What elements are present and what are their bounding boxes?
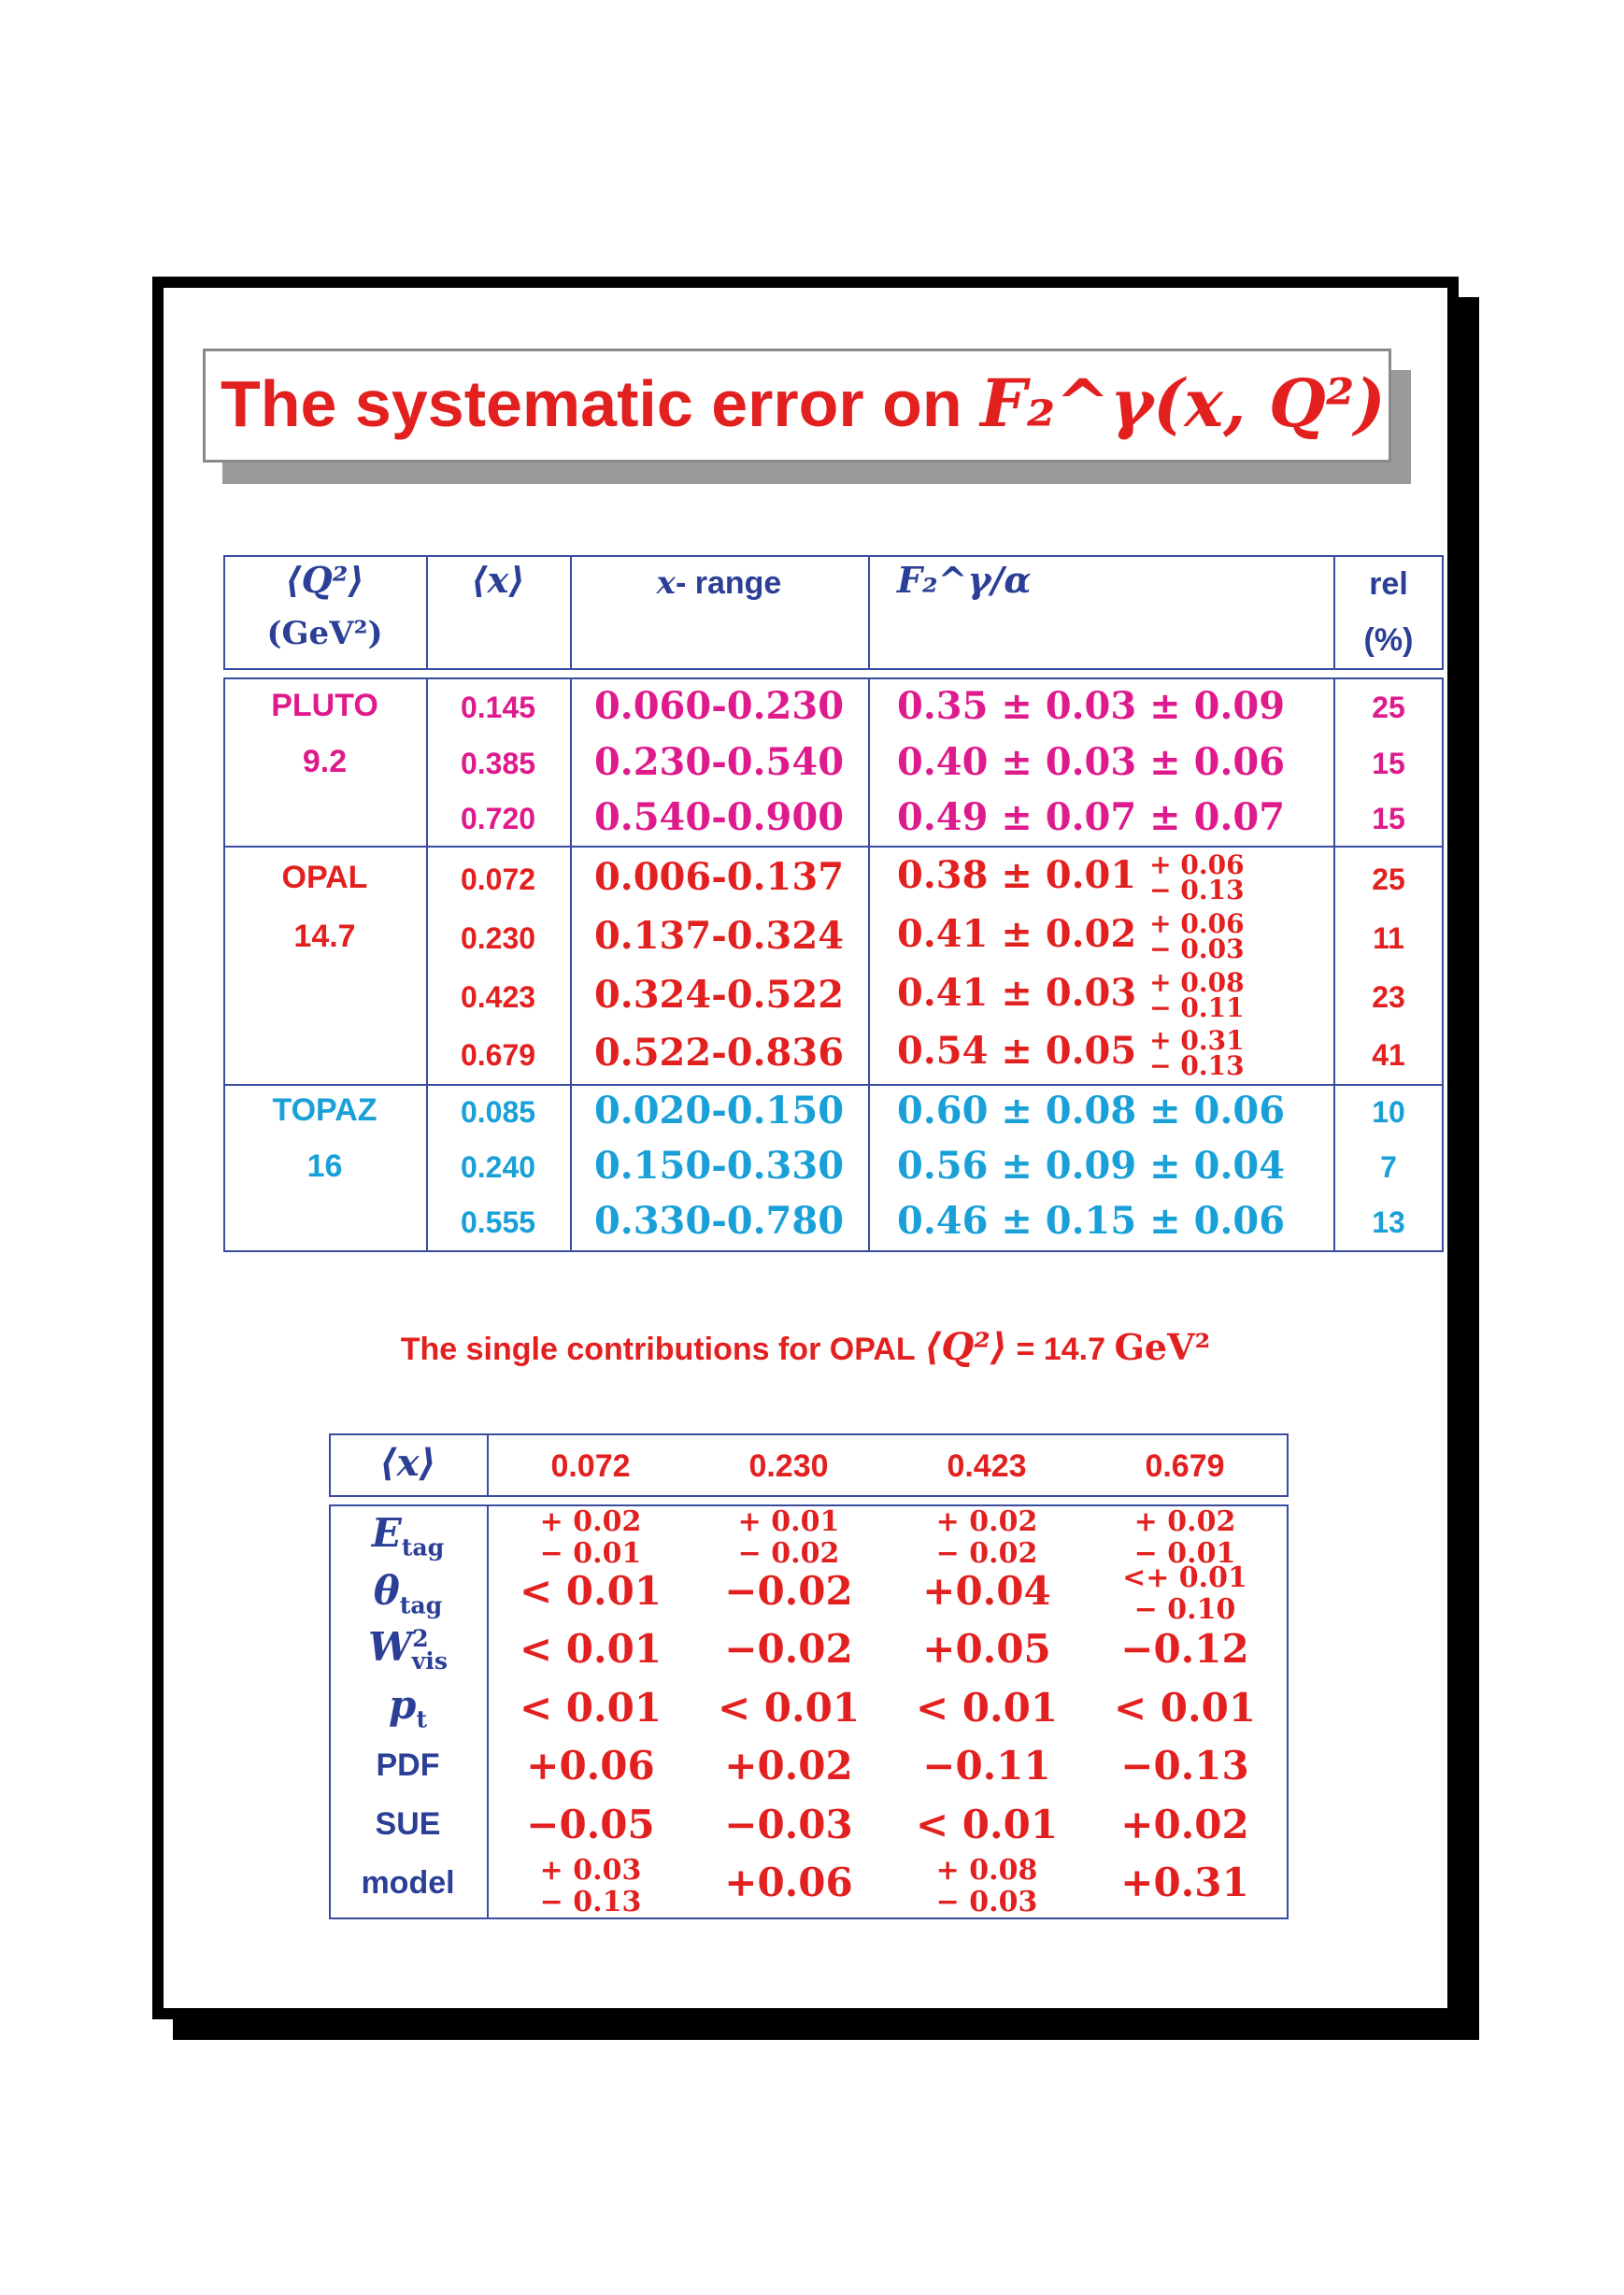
table-cell: −0.13 <box>1120 1743 1249 1789</box>
table-cell: +0.06 <box>526 1743 655 1789</box>
x-range-value: 0.006-0.137 <box>593 855 845 899</box>
x-value: 0.230 <box>460 921 536 955</box>
x-range-value: 0.020-0.150 <box>593 1089 845 1133</box>
x-range-value: 0.230-0.540 <box>593 740 845 784</box>
x-value: 0.145 <box>460 691 536 724</box>
table-cell: +0.02 <box>724 1743 853 1789</box>
table-cell: −0.11 <box>922 1743 1051 1789</box>
rel-value: 41 <box>1372 1038 1405 1072</box>
x-range-value: 0.137-0.324 <box>593 914 845 958</box>
header-x-range <box>570 564 868 602</box>
subtitle-q2: ⟨Q²⟩ <box>924 1325 1008 1369</box>
table-cell: −0.03 <box>724 1802 853 1847</box>
table-cell: < 0.01 <box>519 1685 662 1731</box>
x-value: 0.085 <box>460 1095 536 1129</box>
table-cell: −0.05 <box>526 1802 655 1847</box>
group-q2-opal: 14.7 <box>293 919 356 954</box>
row-label-theta-tag: $\theta_{tag}$ <box>373 1568 443 1619</box>
table-cell: +0.06 <box>724 1860 853 1905</box>
subtitle-unit: GeV² <box>1114 1326 1211 1368</box>
table-cell: + 0.03 − 0.13 <box>539 1854 642 1918</box>
table-cell: < 0.01 <box>717 1685 861 1731</box>
x-range-value: 0.060-0.230 <box>593 684 845 728</box>
header-q2-unit: (GeV²) <box>266 615 383 652</box>
rel-value: 10 <box>1372 1095 1405 1129</box>
x-value: 0.240 <box>460 1150 536 1184</box>
title-formula: F₂^γ(x, Q²) <box>980 364 1386 442</box>
x-range-value: 0.522-0.836 <box>593 1031 845 1075</box>
table-cell: + 0.08 − 0.03 <box>935 1854 1038 1918</box>
row-label-pt: $p_t$ <box>388 1682 427 1733</box>
group-q2-pluto: 9.2 <box>302 744 348 779</box>
f2-value: 0.49 ± 0.07 ± 0.07 <box>897 795 1286 839</box>
x-range-value: 0.324-0.522 <box>593 973 845 1017</box>
header-rel-unit: (%) <box>1363 622 1414 658</box>
group-q2-topaz: 16 <box>306 1148 343 1184</box>
row-label-sue: SUE <box>375 1806 441 1842</box>
x-range-value: 0.540-0.900 <box>593 795 845 839</box>
title-box <box>203 349 1391 463</box>
f2-value: 0.40 ± 0.03 ± 0.06 <box>897 740 1286 784</box>
table-cell: + 0.02 − 0.02 <box>935 1505 1038 1570</box>
x-value: 0.423 <box>460 980 536 1014</box>
subtitle <box>152 1325 1459 1369</box>
f2-value: 0.35 ± 0.03 ± 0.09 <box>897 684 1286 728</box>
x-value: 0.555 <box>460 1205 536 1239</box>
table-cell: +0.04 <box>922 1568 1051 1614</box>
row-label-etag: $E_{tag}$ <box>371 1510 445 1561</box>
header-f2: F₂^γ/α <box>897 559 1032 601</box>
f2-value: 0.41 ± 0.03 + 0.08 − 0.11 <box>897 967 1245 1023</box>
table-cell: + 0.02 − 0.01 <box>1133 1505 1236 1570</box>
table-cell: <+ 0.01 − 0.10 <box>1122 1561 1247 1626</box>
f2-value: 0.38 ± 0.01 + 0.06 − 0.13 <box>897 849 1245 905</box>
table-cell: −0.02 <box>724 1626 853 1672</box>
group-label-topaz: TOPAZ <box>272 1092 378 1128</box>
subtitle-value: = 14.7 <box>1016 1332 1106 1367</box>
table-cell: +0.31 <box>1120 1860 1249 1905</box>
header-x-range-var: x <box>656 564 676 602</box>
title-text: The systematic error on <box>221 367 962 440</box>
table-cell: +0.05 <box>922 1626 1051 1672</box>
rel-value: 7 <box>1380 1150 1397 1184</box>
row-label-model: model <box>361 1865 455 1901</box>
column-header: 0.072 <box>550 1448 631 1484</box>
table-cell: < 0.01 <box>915 1802 1059 1847</box>
x-range-value: 0.150-0.330 <box>593 1144 845 1188</box>
header-x: ⟨x⟩ <box>471 559 525 601</box>
rel-value: 23 <box>1372 980 1405 1014</box>
rel-value: 11 <box>1373 921 1404 955</box>
x-range-value: 0.330-0.780 <box>593 1199 845 1243</box>
rel-value: 25 <box>1372 862 1405 896</box>
x-value: 0.072 <box>460 862 536 896</box>
x-value: 0.385 <box>460 747 536 780</box>
f2-value: 0.41 ± 0.02 + 0.06 − 0.03 <box>897 908 1245 964</box>
rel-value: 15 <box>1372 802 1405 835</box>
table-cell: + 0.02 − 0.01 <box>539 1505 642 1570</box>
header-rel: rel <box>1369 566 1408 602</box>
f2-value: 0.60 ± 0.08 ± 0.06 <box>897 1089 1286 1133</box>
page-title <box>221 364 1386 442</box>
row-label-wvis: $W^2_{vis}$ <box>367 1624 449 1675</box>
rel-value: 25 <box>1372 691 1405 724</box>
table-cell: + 0.01 − 0.02 <box>737 1505 840 1570</box>
subtitle-text: The single contributions for OPAL <box>400 1332 916 1367</box>
table2-x-label: ⟨x⟩ <box>379 1441 436 1485</box>
rel-value: 13 <box>1372 1205 1405 1239</box>
f2-value: 0.46 ± 0.15 ± 0.06 <box>897 1199 1286 1243</box>
column-header: 0.230 <box>748 1448 829 1484</box>
table-cell: −0.12 <box>1120 1626 1249 1672</box>
table-cell: < 0.01 <box>1113 1685 1257 1731</box>
group-label-opal: OPAL <box>281 860 368 895</box>
header-q2: ⟨Q²⟩ <box>285 559 364 601</box>
table-cell: −0.02 <box>724 1568 853 1614</box>
column-header: 0.679 <box>1145 1448 1225 1484</box>
x-value: 0.679 <box>460 1038 536 1072</box>
header-x-range-text: - range <box>675 565 782 601</box>
rel-value: 15 <box>1372 747 1405 780</box>
f2-value: 0.56 ± 0.09 ± 0.04 <box>897 1144 1286 1188</box>
table-cell: < 0.01 <box>519 1568 662 1614</box>
f2-value: 0.54 ± 0.05 + 0.31 − 0.13 <box>897 1025 1245 1081</box>
group-label-pluto: PLUTO <box>271 688 378 723</box>
table-cell: < 0.01 <box>915 1685 1059 1731</box>
x-value: 0.720 <box>460 802 536 835</box>
table-cell: +0.02 <box>1120 1802 1249 1847</box>
column-header: 0.423 <box>947 1448 1027 1484</box>
table-cell: < 0.01 <box>519 1626 662 1672</box>
row-label-pdf: PDF <box>376 1747 440 1783</box>
